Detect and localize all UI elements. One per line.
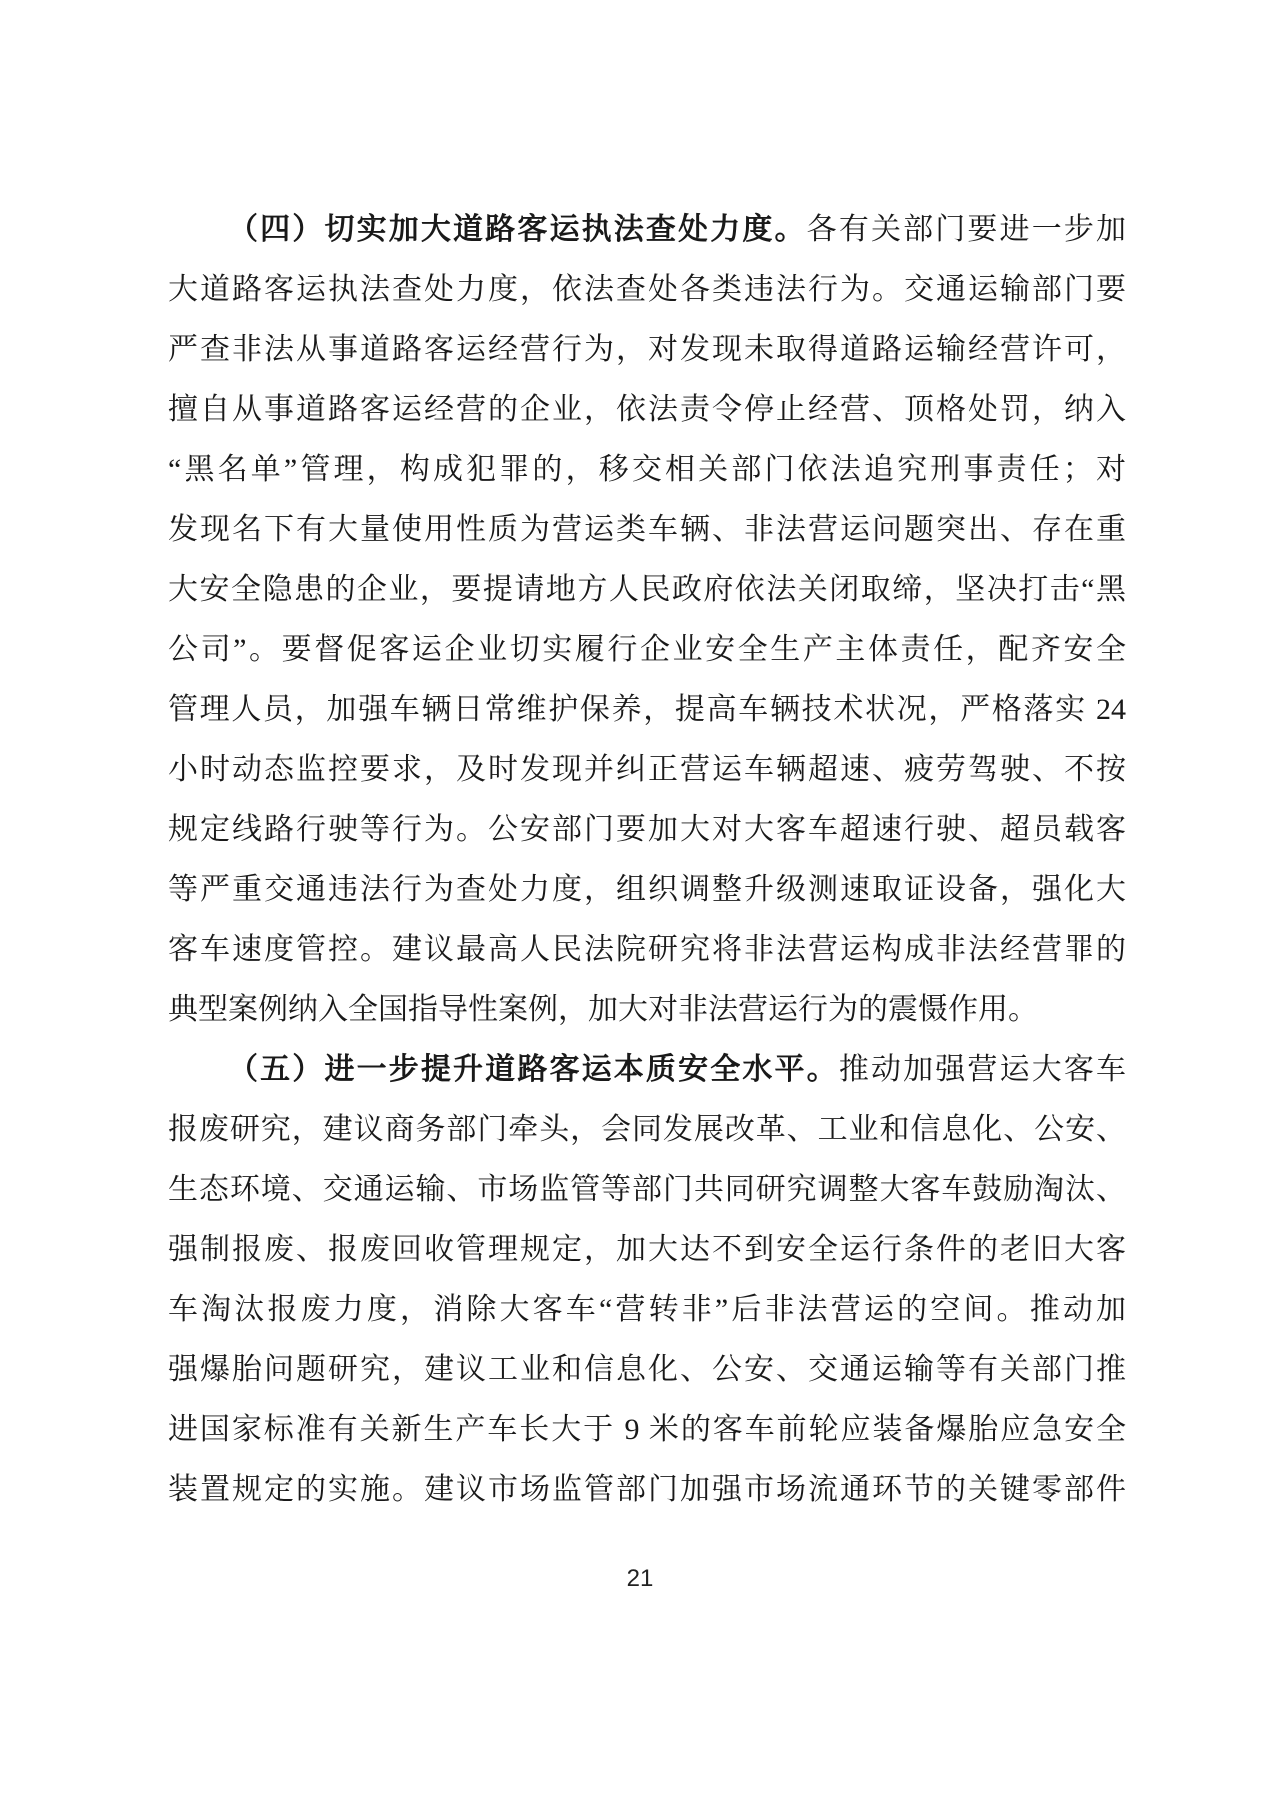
text-line: 车淘汰报废力度，消除大客车“营转非”后非法营运的空间。推动加 bbox=[168, 1293, 1126, 1326]
text-line: “黑名单”管理，构成犯罪的，移交相关部门依法追究刑事责任；对 bbox=[168, 453, 1126, 486]
page-number: 21 bbox=[626, 1565, 654, 1592]
text-line: 进国家标准有关新生产车长大于 9 米的客车前轮应装备爆胎应急安全 bbox=[168, 1413, 1126, 1446]
text-line: 报废研究，建议商务部门牵头，会同发展改革、工业和信息化、公安、 bbox=[168, 1113, 1126, 1146]
text-line: 小时动态监控要求，及时发现并纠正营运车辆超速、疲劳驾驶、不按 bbox=[168, 753, 1126, 786]
text-line: 生态环境、交通运输、市场监管等部门共同研究调整大客车鼓励淘汰、 bbox=[168, 1173, 1126, 1206]
text-line: 典型案例纳入全国指导性案例，加大对非法营运行为的震慑作用。 bbox=[168, 993, 1038, 1026]
text-line: 强制报废、报废回收管理规定，加大达不到安全运行条件的老旧大客 bbox=[168, 1233, 1126, 1266]
text-line: 严查非法从事道路客运经营行为，对发现未取得道路运输经营许可， bbox=[168, 333, 1126, 366]
text-line: 擅自从事道路客运经营的企业，依法责令停止经营、顶格处罚，纳入 bbox=[168, 393, 1126, 426]
text-line: 管理人员，加强车辆日常维护保养，提高车辆技术状况，严格落实 24 bbox=[168, 693, 1126, 726]
text-line: 发现名下有大量使用性质为营运类车辆、非法营运问题突出、存在重 bbox=[168, 513, 1126, 546]
text-line: 强爆胎问题研究，建议工业和信息化、公安、交通运输等有关部门推 bbox=[168, 1353, 1126, 1386]
text-line: 客车速度管控。建议最高人民法院研究将非法营运构成非法经营罪的 bbox=[168, 933, 1126, 966]
text-line: （五）进一步提升道路客运本质安全水平。推动加强营运大客车 bbox=[228, 1053, 1127, 1086]
text-line: 等严重交通违法行为查处力度，组织调整升级测速取证设备，强化大 bbox=[168, 873, 1126, 906]
text-line: （四）切实加大道路客运执法查处力度。各有关部门要进一步加 bbox=[228, 213, 1127, 246]
text-line: 大安全隐患的企业，要提请地方人民政府依法关闭取缔，坚决打击“黑 bbox=[168, 573, 1126, 606]
text-line: 规定线路行驶等行为。公安部门要加大对大客车超速行驶、超员载客 bbox=[168, 813, 1126, 846]
paragraph-heading: （五）进一步提升道路客运本质安全水平。 bbox=[228, 1053, 839, 1086]
text-line: 大道路客运执法查处力度，依法查处各类违法行为。交通运输部门要 bbox=[168, 273, 1126, 306]
text-line: 公司”。要督促客运企业切实履行企业安全生产主体责任，配齐安全 bbox=[168, 633, 1126, 666]
document-body bbox=[168, 200, 1126, 1520]
paragraph-heading: （四）切实加大道路客运执法查处力度。 bbox=[228, 213, 807, 246]
text-line: 装置规定的实施。建议市场监管部门加强市场流通环节的关键零部件 bbox=[168, 1473, 1126, 1506]
